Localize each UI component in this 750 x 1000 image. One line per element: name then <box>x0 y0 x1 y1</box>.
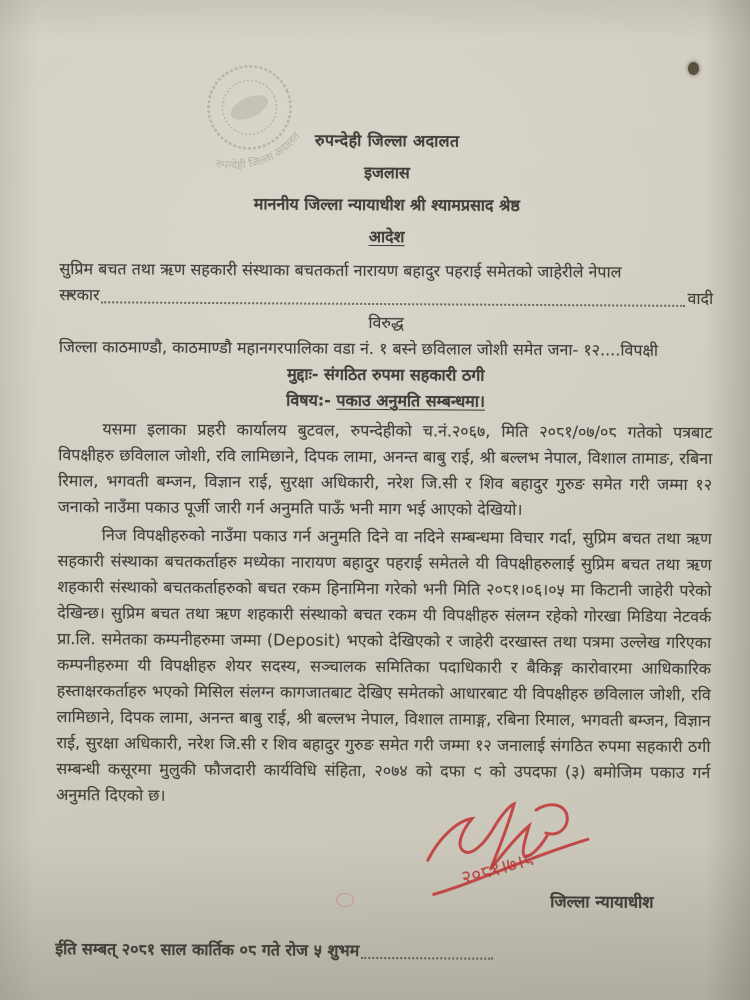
subject-text: पकाउ अनुमति सम्बन्धमा। <box>336 390 486 411</box>
dotted-leader <box>102 301 686 307</box>
court-name: रुपन्देही जिल्ला अदालत <box>314 130 460 151</box>
plaintiff-prefix: सरकार <box>59 285 100 305</box>
order-paragraph-2: निज विपक्षीहरुको नाउँमा पकाउ गर्न अनुमति दिने वा नदिने सम्बन्धमा विचार गर्दा, सुप्रिम बचत तथा ऋण सहकारी संस्थाका बचतकर्ताहरु मध्येका नारायण बहादुर पहराई समेतले यी विपक्षीहरुलाई सुप्रिम बचत तथा ऋण शहकारी संस्थाको बचतकर्ताहरुको बचत रकम हिनामिना गरेको भनी मिति २०८१।०६।०५ मा किटानी जाहेरी परेको देखिन्छ। सुप्रिम बचत तथा ऋण शहकारी संस्थाको बचत रकम यी विपक्षीहरु संलग्न रहेको गोरखा मिडिया नेटवर्क प्रा.लि. समेतका कम्पनीहरुमा जम्मा (Deposit) भएको देखिएको र जाहेरी दरखास्त तथा पत्रमा उल्लेख गरिएका कम्पनीहरुमा यी विपक्षीहरु शेयर सदस्य, सञ्चालक समितिका पदाधिकारी र बैकिङ्ग कारोवारमा आधिकारिक हस्ताक्षरकर्ताहरु भएको मिसिल संलग्न कागजातबाट देखिए समेतको आधारबाट यी विपक्षीहरु छविलाल जोशी, रवि लामिछाने, दिपक लामा, अनन्त बाबु राई, श्री बल्लभ नेपाल, विशाल तामाङ्ग, रबिना रिमाल, भगवती बम्जन, विज्ञान राई, सुरक्षा अधिकारी, नरेश जि.सी र शिव बहादुर गुरुङ समेत गरी जम्मा १२ जनालाई संगठित रुपमा सहकारी ठगी सम्बन्धी कसूरमा मुलुकी फौजदारी कार्यविधि संहिता, २०७४ को दफा ९ को उपदफा (३) बमोजिम पकाउ गर्न अनुमति दिएको छ। <box>56 525 712 805</box>
svg-text:रुपन्देही जिल्ला अदालत: रुपन्देही जिल्ला अदालत <box>215 129 303 172</box>
order-title: आदेश <box>368 226 405 247</box>
signature-date-handwritten: २०८१।७।८ <box>459 848 536 890</box>
versus-label: विरुद्ध <box>368 312 404 333</box>
footer-date-text: ईति सम्बत् २०८१ साल कार्तिक ०८ गते रोज ५ शुभम <box>55 939 360 960</box>
footer-date-line <box>55 936 709 966</box>
order-paragraph-1: यसमा इलाका प्रहरी कार्यालय बुटवल, रुपन्देहीको च.नं.२०६७, मिति २०८१/०७/०८ गतेको पत्रबाट विपक्षीहरु छविलाल जोशी, रवि लामिछाने, दिपक लामा, अनन्त बाबु राई, श्री बल्लभ नेपाल, विशाल तामाङ, रबिना रिमाल, भगवती बम्जन, विज्ञान राई, सुरक्षा अधिकारी, नरेश जि.सी र शिव बहादुर गुरुङ समेत गरी जम्मा १२ जनाको नाउँमा पकाउ पूर्जी जारी गर्न अनुमति पाऊँ भनी माग भई आएको देखियो। <box>57 419 713 519</box>
plaintiff-description-line: सुप्रिम बचत तथा ऋण सहकारी संस्थाका बचतकर्ता नारायण बहादुर पहराई समेतको जाहेरीले नेपाल <box>59 259 622 282</box>
subject-label: विषय:- <box>286 390 331 410</box>
judge-name-line: माननीय जिल्ला न्यायाधीश श्री श्यामप्रसाद श्रेष्ठ <box>253 194 520 215</box>
signature-block <box>55 810 710 918</box>
dotted-leader <box>361 957 493 960</box>
plaintiff-party-label: वादी <box>687 288 714 309</box>
case-type-line: मुद्दाः- संगठित रुपमा सहकारी ठगी <box>287 364 485 385</box>
defendant-description-line: जिल्ला काठमाण्डौ, काठमाण्डौ महानगरपालिका वडा नं. १ बस्ने छविलाल जोशी समेत जना- १२....विपक्षी <box>58 337 659 360</box>
judge-title: जिल्ला न्यायाधीश <box>550 892 654 912</box>
plaintiff-label-line <box>59 282 713 312</box>
subject-line <box>59 386 713 416</box>
bench-label: इजलास <box>364 162 410 183</box>
